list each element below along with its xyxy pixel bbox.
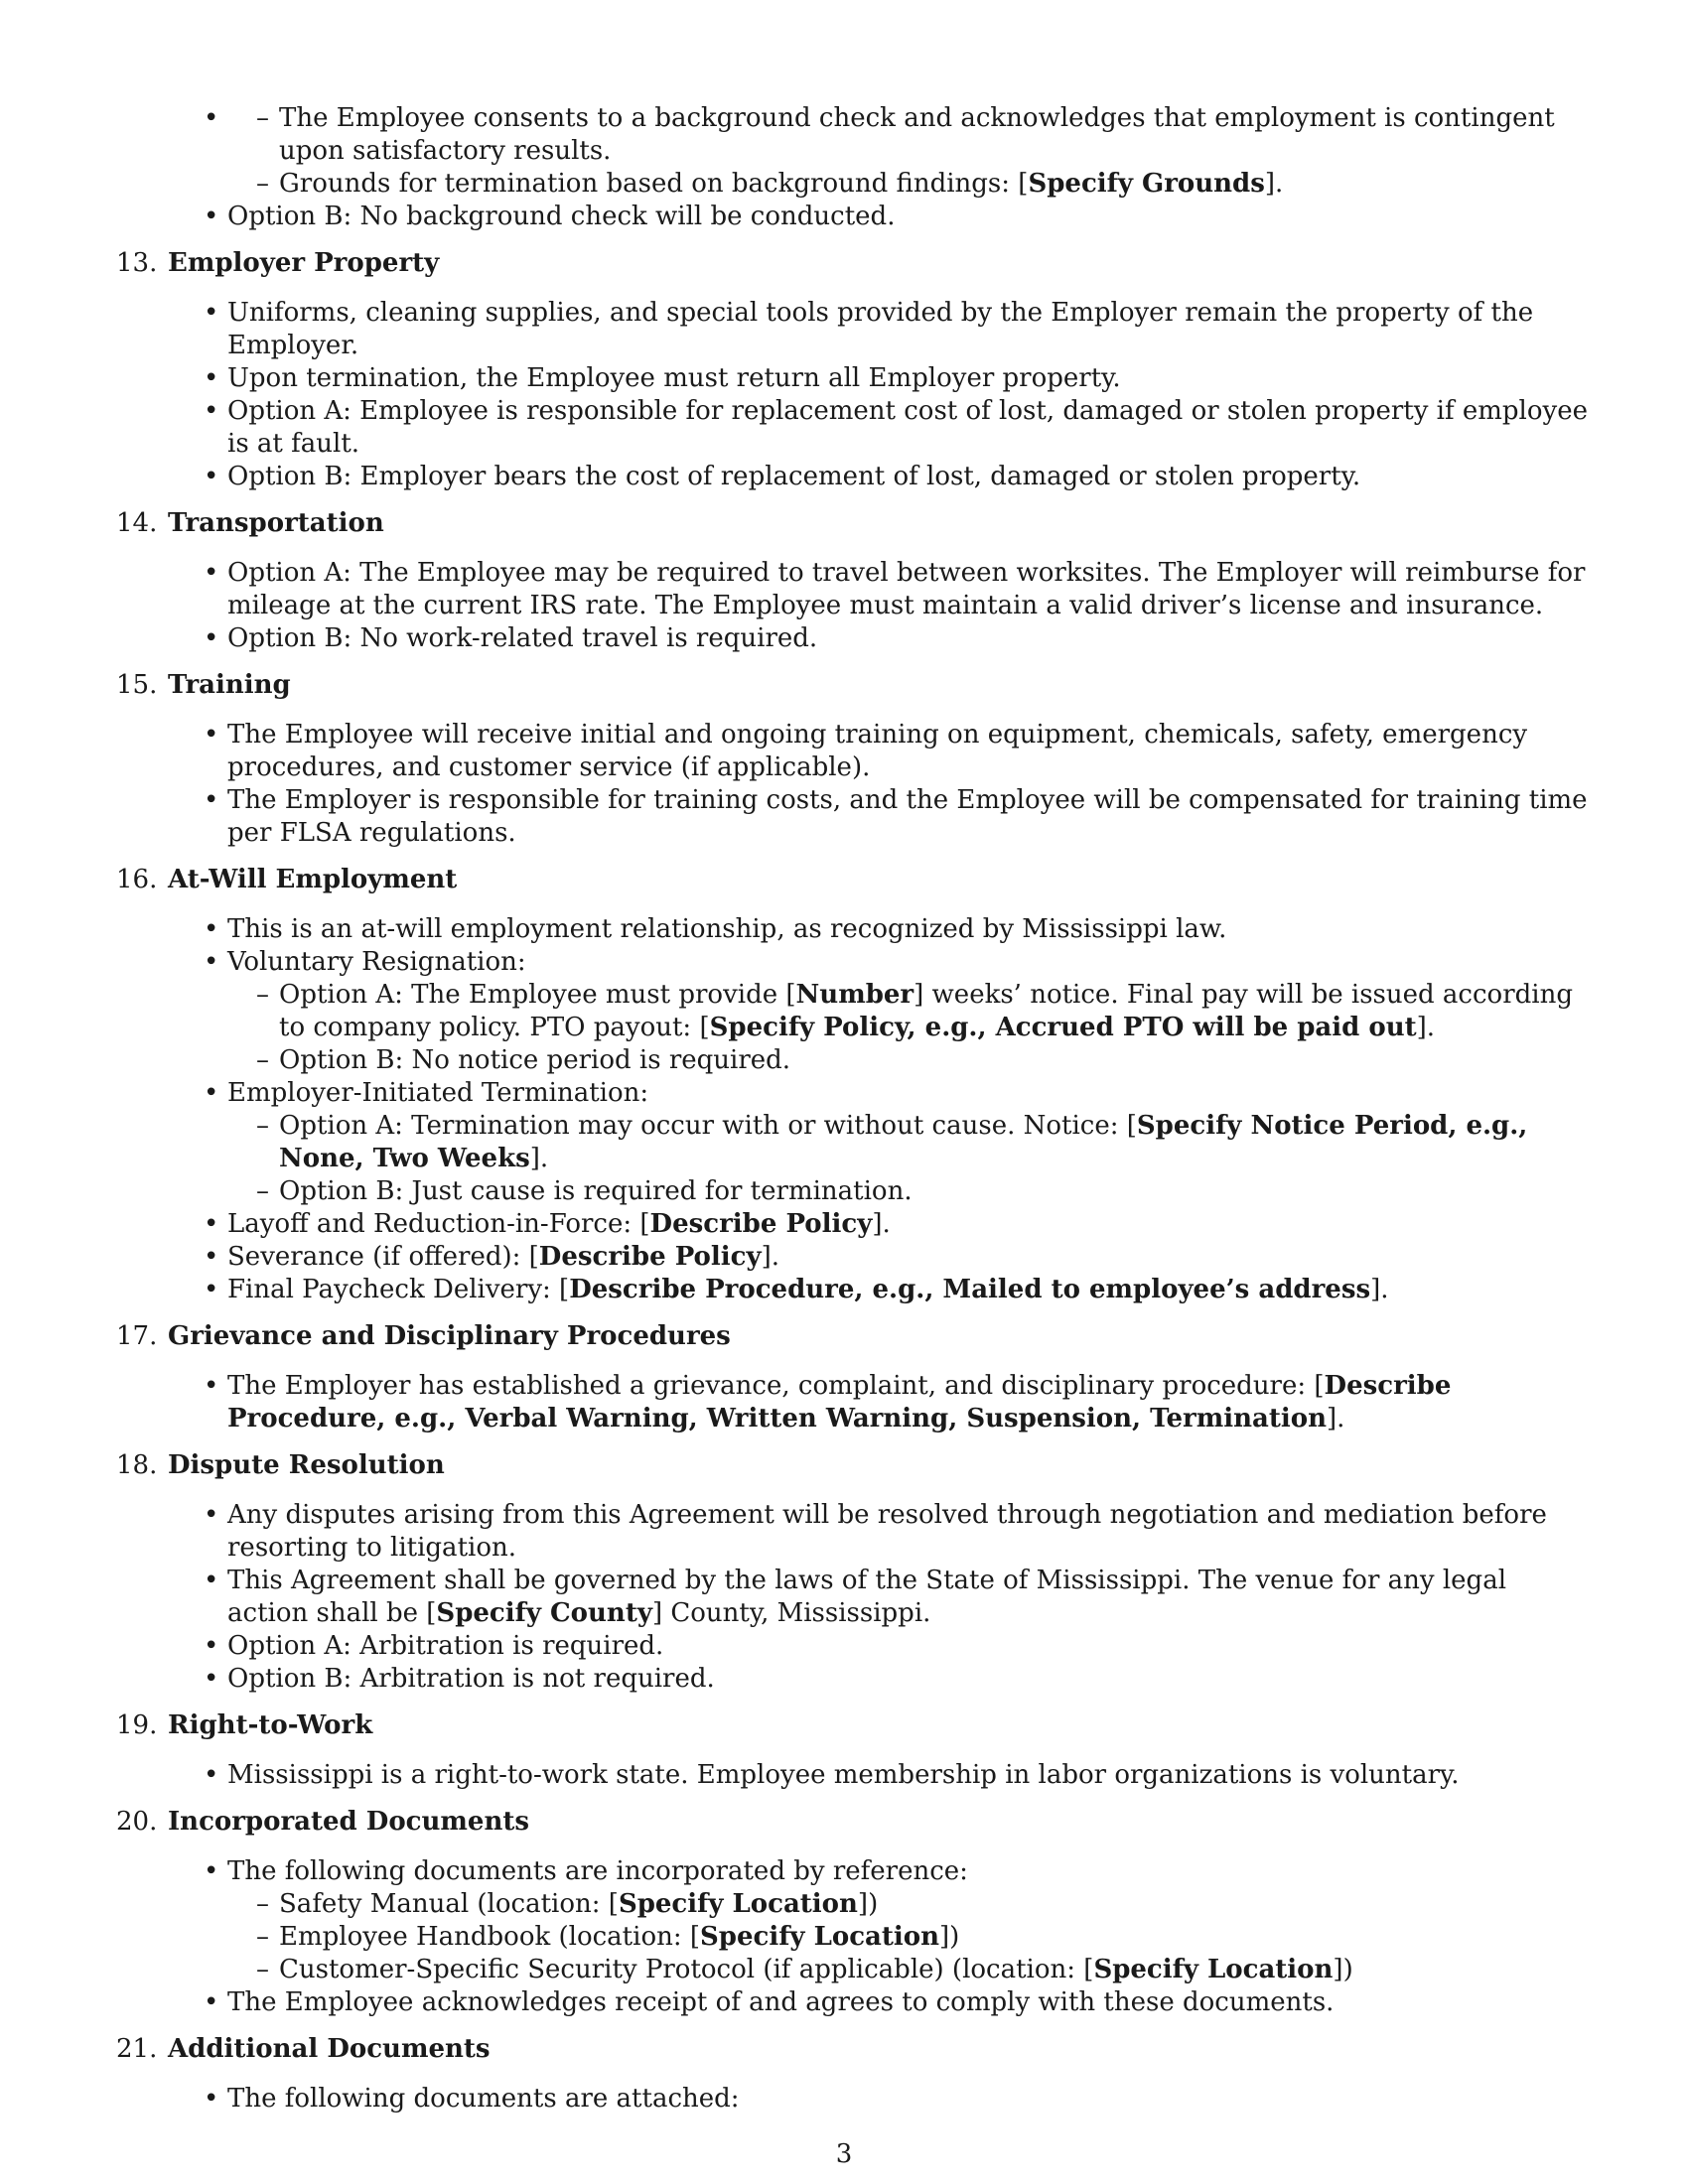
placeholder-pto-policy: Specify Policy, e.g., Accrued PTO will be paid out bbox=[709, 1013, 1417, 1042]
list-item bbox=[227, 1274, 1591, 1306]
list-text: Mississippi is a right-to-work state. Employee membership in labor organizations is voluntary. bbox=[227, 1760, 1460, 1790]
list-text: Customer-Specific Security Protocol (if applicable) (location: [ bbox=[279, 1955, 1094, 1984]
section-17 bbox=[116, 1320, 1591, 1435]
placeholder-layoff-policy: Describe Policy bbox=[649, 1209, 873, 1239]
section-heading bbox=[116, 669, 1591, 702]
list-text: The Employee acknowledges receipt of and agrees to comply with these documents. bbox=[227, 1987, 1335, 2017]
section-heading bbox=[116, 1449, 1591, 1482]
list-item bbox=[279, 102, 1591, 168]
list-item bbox=[279, 168, 1591, 201]
list-item bbox=[227, 622, 1591, 655]
section-number: 19. bbox=[116, 1710, 158, 1740]
section-list bbox=[116, 1759, 1591, 1792]
section-number: 17. bbox=[116, 1321, 158, 1351]
section-heading bbox=[116, 247, 1591, 280]
section-list bbox=[116, 1370, 1591, 1435]
grounds-text-end: ]. bbox=[1264, 169, 1284, 199]
list-text: ]. bbox=[1327, 1404, 1345, 1433]
list-item bbox=[279, 979, 1591, 1044]
sub-list bbox=[227, 979, 1591, 1077]
list-text: Option A: The Employee may be required to travel between worksites. The Employer will reimburse for mileage at the current IRS rate. The Employee must maintain a valid driver’s license and insurance. bbox=[227, 558, 1586, 620]
list-item bbox=[227, 784, 1591, 850]
section-14 bbox=[116, 507, 1591, 655]
list-text: Option A: Arbitration is required. bbox=[227, 1631, 664, 1661]
list-text: Upon termination, the Employee must return all Employer property. bbox=[227, 363, 1121, 393]
section-list bbox=[116, 557, 1591, 655]
list-item bbox=[227, 201, 1591, 233]
section-title: Right-to-Work bbox=[168, 1710, 373, 1740]
section-title: Training bbox=[168, 670, 291, 700]
section-number: 13. bbox=[116, 248, 158, 278]
placeholder-county: Specify County bbox=[436, 1598, 652, 1628]
background-option-list bbox=[116, 201, 1591, 233]
list-text: ]. bbox=[872, 1209, 891, 1239]
list-text: The Employer has established a grievance, complaint, and disciplinary procedure: [ bbox=[227, 1371, 1325, 1401]
placeholder-specify-grounds: Specify Grounds bbox=[1028, 169, 1265, 199]
list-text: Final Paycheck Delivery: [ bbox=[227, 1275, 570, 1304]
list-item bbox=[227, 2083, 1591, 2116]
section-title: Transportation bbox=[168, 508, 384, 538]
list-item bbox=[227, 1855, 1591, 1986]
list-item bbox=[279, 1044, 1591, 1077]
grounds-text: Grounds for termination based on background findings: [ bbox=[279, 169, 1029, 199]
section-21 bbox=[116, 2033, 1591, 2116]
list-item bbox=[227, 1663, 1591, 1696]
list-text: Employer-Initiated Termination: bbox=[227, 1078, 649, 1108]
list-item bbox=[227, 1499, 1591, 1565]
background-check-sublist bbox=[116, 102, 1591, 201]
list-item bbox=[227, 1208, 1591, 1241]
list-text: The Employer is responsible for training costs, and the Employee will be compensated for training time per FLSA regulations. bbox=[227, 785, 1588, 848]
section-number: 18. bbox=[116, 1450, 158, 1480]
list-item bbox=[279, 1954, 1591, 1986]
placeholder-grievance-procedure: Describe Procedure, e.g., Verbal Warning, Written Warning, Suspension, Termination bbox=[227, 1371, 1452, 1433]
list-item bbox=[227, 946, 1591, 1077]
list-text: This is an at-will employment relationship, as recognized by Mississippi law. bbox=[227, 914, 1227, 944]
list-text: The following documents are attached: bbox=[227, 2084, 740, 2114]
list-text: Voluntary Resignation: bbox=[227, 947, 526, 977]
list-text: The Employee will receive initial and ongoing training on equipment, chemicals, safety, emergency procedures, and customer service (if applicable). bbox=[227, 720, 1528, 782]
list-text: Option B: No work-related travel is required. bbox=[227, 623, 818, 653]
section-heading bbox=[116, 1709, 1591, 1742]
section-13 bbox=[116, 247, 1591, 493]
list-text: ]. bbox=[1370, 1275, 1389, 1304]
section-number: 14. bbox=[116, 508, 158, 538]
section-list bbox=[116, 1499, 1591, 1696]
list-item bbox=[227, 1759, 1591, 1792]
list-text: Option A: The Employee must provide [ bbox=[279, 980, 796, 1010]
list-text: Option A: Termination may occur with or without cause. Notice: [ bbox=[279, 1111, 1137, 1141]
list-text: ]. bbox=[761, 1242, 780, 1272]
placeholder-notice-period: Specify Notice Period, e.g., None, Two Weeks bbox=[279, 1111, 1528, 1173]
list-item bbox=[279, 1175, 1591, 1208]
list-item bbox=[279, 1888, 1591, 1921]
section-heading bbox=[116, 1806, 1591, 1839]
section-number: 15. bbox=[116, 670, 158, 700]
list-text: Option A: Employee is responsible for replacement cost of lost, damaged or stolen property if employee is at fault. bbox=[227, 396, 1588, 459]
section-title: Employer Property bbox=[168, 248, 440, 278]
list-text: The following documents are incorporated by reference: bbox=[227, 1856, 968, 1886]
section-16 bbox=[116, 864, 1591, 1306]
section-number: 20. bbox=[116, 1807, 158, 1837]
list-item bbox=[227, 557, 1591, 622]
list-item bbox=[227, 1565, 1591, 1630]
section-title: Dispute Resolution bbox=[168, 1450, 445, 1480]
list-text: ]) bbox=[1333, 1955, 1353, 1984]
section-title: Additional Documents bbox=[168, 2034, 491, 2064]
section-title: Incorporated Documents bbox=[168, 1807, 530, 1837]
list-text: ]. bbox=[1416, 1013, 1436, 1042]
list-item bbox=[279, 1110, 1591, 1175]
placeholder-number: Number bbox=[795, 980, 914, 1010]
list-text: ] weeks’ notice. Final pay will be issued according to company policy. PTO payout: [ bbox=[279, 980, 1573, 1042]
section-15 bbox=[116, 669, 1591, 850]
section-20 bbox=[116, 1806, 1591, 2019]
section-heading bbox=[116, 507, 1591, 540]
list-text: Employee Handbook (location: [ bbox=[279, 1922, 701, 1952]
section-19 bbox=[116, 1709, 1591, 1792]
sub-list bbox=[227, 1110, 1591, 1208]
list-item bbox=[227, 1986, 1591, 2019]
section-heading bbox=[116, 864, 1591, 896]
list-text: ]) bbox=[857, 1889, 879, 1919]
list-item bbox=[279, 1921, 1591, 1954]
section-list bbox=[116, 2083, 1591, 2116]
background-option-b: Option B: No background check will be conducted. bbox=[227, 202, 896, 231]
section-title: At-Will Employment bbox=[168, 865, 458, 894]
placeholder-paycheck-procedure: Describe Procedure, e.g., Mailed to employee’s address bbox=[569, 1275, 1371, 1304]
list-text: Severance (if offered): [ bbox=[227, 1242, 539, 1272]
list-text: Safety Manual (location: [ bbox=[279, 1889, 619, 1919]
list-text: Option B: Employer bears the cost of replacement of lost, damaged or stolen property. bbox=[227, 462, 1361, 491]
section-number: 16. bbox=[116, 865, 158, 894]
list-item bbox=[227, 297, 1591, 362]
sub-list bbox=[227, 1888, 1591, 1986]
list-text: ]) bbox=[939, 1922, 960, 1952]
list-item bbox=[227, 362, 1591, 395]
placeholder-severance-policy: Describe Policy bbox=[538, 1242, 762, 1272]
section-18 bbox=[116, 1449, 1591, 1696]
list-text: Option B: Just cause is required for termination. bbox=[279, 1176, 913, 1206]
list-text: Option B: Arbitration is not required. bbox=[227, 1664, 715, 1694]
section-list bbox=[116, 297, 1591, 493]
list-text: Option B: No notice period is required. bbox=[279, 1045, 791, 1075]
list-item bbox=[227, 395, 1591, 461]
list-text: Uniforms, cleaning supplies, and special tools provided by the Employer remain the property of the Employer. bbox=[227, 298, 1534, 360]
placeholder-location: Specify Location bbox=[1093, 1955, 1334, 1984]
list-text: ] County, Mississippi. bbox=[651, 1598, 931, 1628]
page-number: 3 bbox=[835, 2139, 853, 2169]
list-text: ]. bbox=[529, 1144, 549, 1173]
list-text: This Agreement shall be governed by the laws of the State of Mississippi. The venue for any legal action shall be [ bbox=[227, 1566, 1507, 1628]
list-text: Any disputes arising from this Agreement will be resolved through negotiation and mediation before resorting to litigation. bbox=[227, 1500, 1547, 1563]
section-title: Grievance and Disciplinary Procedures bbox=[168, 1321, 731, 1351]
list-item bbox=[227, 461, 1591, 493]
list-item bbox=[227, 719, 1591, 784]
placeholder-location: Specify Location bbox=[700, 1922, 939, 1952]
list-item bbox=[227, 1630, 1591, 1663]
background-consent-text: The Employee consents to a background check and acknowledges that employment is contingent upon satisfactory results. bbox=[279, 103, 1555, 166]
section-number: 21. bbox=[116, 2034, 158, 2064]
section-list bbox=[116, 719, 1591, 850]
list-item bbox=[227, 1077, 1591, 1208]
section-list bbox=[116, 1855, 1591, 2019]
list-item bbox=[227, 1370, 1591, 1435]
placeholder-location: Specify Location bbox=[618, 1889, 858, 1919]
section-list bbox=[116, 913, 1591, 1306]
list-item bbox=[227, 913, 1591, 946]
list-item bbox=[227, 1241, 1591, 1274]
list-text: Layoff and Reduction-in-Force: [ bbox=[227, 1209, 650, 1239]
section-heading bbox=[116, 1320, 1591, 1353]
section-heading bbox=[116, 2033, 1591, 2066]
